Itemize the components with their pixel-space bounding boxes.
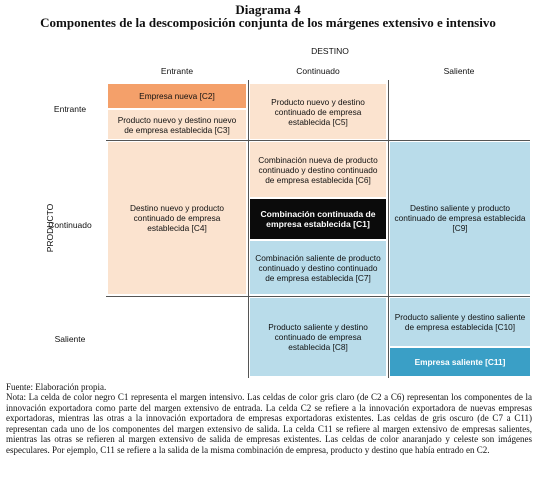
column-label-continuado: Continuado <box>296 66 340 76</box>
producto-axis-label: PRODUCTO <box>45 203 55 253</box>
cell-c7: Combinación saliente de producto continuado y destino continuado de empresa establecida [C7] <box>250 241 386 294</box>
cell-c9: Destino saliente y producto continuado de empresa establecida [C9] <box>390 142 530 294</box>
diagram-subtitle: Componentes de la descomposición conjunta de los márgenes extensivo e intensivo <box>40 15 496 30</box>
cell-c3: Producto nuevo y destino nuevo de empresa establecida [C3] <box>108 110 246 139</box>
column-label-entrante: Entrante <box>160 66 194 76</box>
source-text: Fuente: Elaboración propia. <box>6 382 107 392</box>
cell-c11: Empresa saliente [C11] <box>390 348 530 376</box>
grid-line-col-1 <box>248 80 249 378</box>
cell-c2: Empresa nueva [C2] <box>108 84 246 108</box>
row-label-continuado: Continuado <box>48 220 92 230</box>
cell-c5: Producto nuevo y destino continuado de empresa establecida [C5] <box>250 84 386 139</box>
cell-c8: Producto saliente y destino continuado de empresa establecida [C8] <box>250 298 386 376</box>
cell-c6: Combinación nueva de producto continuado y destino continuado de empresa establecida [C6] <box>250 142 386 197</box>
cell-c4: Destino nuevo y producto continuado de empresa establecida [C4] <box>108 142 246 294</box>
diagram-title: Diagrama 4 <box>235 2 301 17</box>
destino-axis-label: DESTINO <box>311 46 349 56</box>
grid-line-row-2 <box>106 296 530 297</box>
grid-line-col-2 <box>388 80 389 378</box>
row-label-entrante: Entrante <box>53 104 87 114</box>
cell-c10: Producto saliente y destino saliente de empresa establecida [C10] <box>390 298 530 346</box>
cell-c1: Combinación continuada de empresa establecida [C1] <box>250 199 386 239</box>
row-label-saliente: Saliente <box>54 334 86 344</box>
note-text: Nota: La celda de color negro C1 representa el margen intensivo. Las celdas de color gris claro (de C2 a C6) representan los componentes de la innovación exportadora como parte del margen extensivo de entrada. La celda C2 se refiere a la innovación exportadora de nuevas empresas exportadoras, mientras las otras a la innovación exportadora de empresas exportadoras existentes. Las celdas de gris oscuro (de C7 a C11) representan cada uno de los componentes del margen extensivo de salida. La celda C11 se refiere al margen extensivo de empresas salientes, mientras las otras se refieren al margen extensivo de salida de empresas existentes. Las celdas de color anaranjado y celeste son imágenes especulares. Por ejemplo, C11 se refiere a la salida de la misma combinación de empresa, producto y destino que había entrado en C2. <box>6 392 532 455</box>
column-label-saliente: Saliente <box>443 66 475 76</box>
grid-line-row-1 <box>106 140 530 141</box>
